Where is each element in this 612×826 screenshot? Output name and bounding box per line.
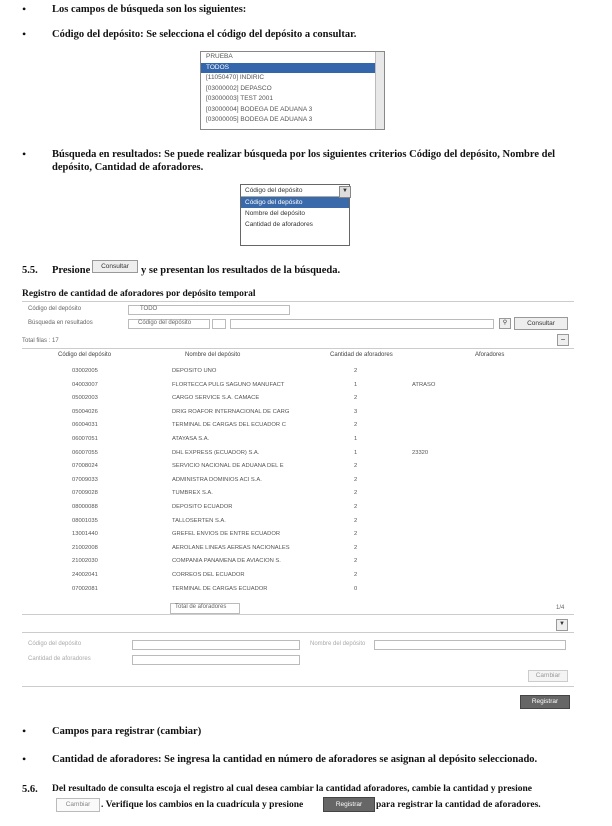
row-cantidad: 3 <box>354 408 358 415</box>
section-56-post: para registrar la cantidad de aforadores. <box>376 800 541 810</box>
reg-label-codigo: Código del depósito <box>28 641 82 647</box>
table-row[interactable] <box>72 529 432 540</box>
row-aforadores: ATRASO <box>412 381 436 388</box>
cambiar-button-inline[interactable]: Cambiar <box>56 798 100 812</box>
section-56-line1: Del resultado de consulta escoja el registro al cual desea cambiar la cantidad aforadores, cambie la cantidad y presione <box>52 784 532 794</box>
row-codigo: 05004026 <box>72 408 98 415</box>
row-codigo: 21002030 <box>72 558 98 565</box>
table-row[interactable] <box>72 502 432 513</box>
busqueda-text-2: depósito, Cantidad de aforadores. <box>52 162 204 173</box>
busqueda-input[interactable] <box>212 319 226 329</box>
row-codigo: 21002008 <box>72 544 98 551</box>
table-row[interactable] <box>72 461 432 472</box>
table-row[interactable] <box>72 380 436 391</box>
row-nombre: COMPAÑIA PANAMEÑA DE AVIACION S. <box>172 558 281 565</box>
row-nombre: DRIG ROAFOR INTERNACIONAL DE CARG <box>172 408 290 415</box>
section-number: 5.5. <box>22 265 38 276</box>
row-cantidad: 2 <box>354 476 358 483</box>
row-nombre: FLORTECCA PULG SAGUNO MANUFACT <box>172 381 285 388</box>
reg-cantidad-input[interactable] <box>132 655 300 665</box>
busqueda-text-input[interactable] <box>230 319 494 329</box>
row-codigo: 07009033 <box>72 476 98 483</box>
consultar-button[interactable]: Consultar <box>514 317 568 330</box>
table-row[interactable] <box>72 420 432 431</box>
table-row[interactable] <box>72 393 432 404</box>
row-cantidad: 2 <box>354 395 358 402</box>
divider <box>22 348 574 349</box>
collapse-icon[interactable]: − <box>557 334 569 346</box>
row-codigo: 07002081 <box>72 585 98 592</box>
row-nombre: ADMINISTRA DOMINIOS ACI S.A. <box>172 476 262 483</box>
cantidad-text: Cantidad de aforadores: Se ingresa la cantidad en número de aforadores se asignan al depósito seleccionado. <box>52 754 538 765</box>
row-cantidad: 2 <box>354 490 358 497</box>
listbox-option[interactable]: [03000004] BODEGA DE ADUANA 3 <box>206 105 313 113</box>
section-55-post: y se presentan los resultados de la búsqueda. <box>141 265 341 276</box>
row-cantidad: 2 <box>354 504 358 510</box>
row-cantidad: 2 <box>354 572 358 578</box>
footer-search: Total de aforadores <box>175 604 227 610</box>
table-row[interactable] <box>72 584 432 595</box>
expand-icon[interactable]: ▼ <box>556 619 568 631</box>
row-cantidad: 1 <box>354 436 358 442</box>
registrar-button[interactable]: Registrar <box>520 695 570 709</box>
row-cantidad: 2 <box>354 558 358 565</box>
row-cantidad: 2 <box>354 422 358 429</box>
reg-label-nombre: Nombre del depósito <box>310 641 366 647</box>
row-nombre: AEROLANE LINEAS AEREAS NACIONALES <box>172 544 290 551</box>
codigo-text: Código del depósito: Se selecciona el código del depósito a consultar. <box>52 29 357 40</box>
section-56-mid: . Verifique los cambios en la cuadrícula y presione <box>101 800 304 810</box>
row-nombre: DHL EXPRESS (ECUADOR) S.A. <box>172 449 260 456</box>
divider <box>22 686 574 687</box>
row-codigo: 08000088 <box>72 504 98 510</box>
total-rows: Total filas : 17 <box>22 338 59 344</box>
campos-text: Campos para registrar (cambiar) <box>52 726 202 737</box>
table-row[interactable] <box>72 434 432 445</box>
registrar-button-inline[interactable]: Registrar <box>323 797 375 812</box>
dropdown-option[interactable]: Cantidad de aforadores <box>245 221 313 228</box>
row-codigo: 06007055 <box>72 449 98 456</box>
col-header-aforadores: Aforadores <box>475 352 505 358</box>
page-indicator: 1/4 <box>556 605 565 611</box>
reg-label-cantidad: Cantidad de aforadores <box>28 656 91 662</box>
section-number: 5.6. <box>22 784 38 795</box>
busqueda-text-1: Búsqueda en resultados: Se puede realizar búsqueda por los siguientes criterios Código del depósito, Nombre del <box>52 149 556 160</box>
table-row[interactable] <box>72 516 432 527</box>
label-codigo: Código del depósito <box>28 306 82 312</box>
section-55-pre: Presione <box>52 265 91 276</box>
row-codigo: 05002003 <box>72 395 98 402</box>
row-nombre: TERMINAL DE CARGAS ECUADOR <box>172 585 268 592</box>
listbox-option[interactable]: PRUEBA <box>206 53 233 60</box>
row-nombre: ATAYASA S.A. <box>172 436 210 442</box>
bullet-marker: • <box>22 724 27 738</box>
row-codigo: 07009028 <box>72 490 98 497</box>
row-aforadores: 23320 <box>412 449 429 456</box>
row-codigo: 03002005 <box>72 368 98 374</box>
row-cantidad: 2 <box>354 531 358 538</box>
row-codigo: 06007051 <box>72 436 98 442</box>
listbox-option[interactable]: [03000005] BODEGA DE ADUANA 3 <box>206 116 313 123</box>
bullet-marker: • <box>22 27 27 41</box>
busqueda-select-value: Código del depósito <box>138 320 192 326</box>
row-cantidad: 2 <box>354 368 358 374</box>
table-row[interactable] <box>72 448 432 459</box>
table-row[interactable] <box>72 475 432 486</box>
table-row[interactable] <box>72 556 432 567</box>
row-nombre: GREFEL ENVIOS DE ENTRE ECUADOR <box>172 531 281 538</box>
row-nombre: TERMINAL DE CARGAS DEL ECUADOR C <box>172 422 286 429</box>
search-icon[interactable]: ⚲ <box>499 318 511 329</box>
dropdown-option-selected[interactable]: Código del depósito <box>241 197 349 208</box>
deposit-code-listbox[interactable] <box>200 51 385 130</box>
bullet-marker: • <box>22 2 27 16</box>
cambiar-button[interactable]: Cambiar <box>528 670 568 682</box>
row-codigo: 13001440 <box>72 531 98 538</box>
row-cantidad: 2 <box>354 463 358 470</box>
codigo-select-value: TODO <box>140 306 158 312</box>
dropdown-option[interactable]: Nombre del depósito <box>245 210 305 217</box>
bullet-marker: • <box>22 147 27 161</box>
reg-nombre-input[interactable] <box>374 640 566 650</box>
listbox-scrollbar[interactable] <box>375 52 384 129</box>
label-busqueda: Búsqueda en resultados <box>28 320 93 326</box>
row-codigo: 24002041 <box>72 572 98 578</box>
divider <box>22 632 574 633</box>
row-nombre: TUMBREX S.A. <box>172 490 213 497</box>
reg-codigo-input[interactable] <box>132 640 300 650</box>
row-codigo: 06004031 <box>72 422 98 429</box>
row-cantidad: 2 <box>354 517 358 524</box>
listbox-option-selected[interactable]: TODOS <box>201 63 384 74</box>
bullet-marker: • <box>22 752 27 766</box>
divider <box>22 614 574 615</box>
row-nombre: CARGO SERVICE S.A. CAMACE <box>172 395 260 402</box>
row-nombre: CORREOS DEL ECUADOR <box>172 572 245 578</box>
listbox-option[interactable]: [03000003] TEST 2001 <box>206 95 273 102</box>
row-cantidad: 0 <box>354 585 358 592</box>
consultar-button-inline[interactable]: Consultar <box>92 260 138 273</box>
col-header-nombre: Nombre del depósito <box>185 352 241 358</box>
listbox-option[interactable]: [11050470] INDIRIC <box>206 74 265 81</box>
panel-title: Registro de cantidad de aforadores por depósito temporal <box>22 289 256 299</box>
table-row[interactable] <box>72 488 432 499</box>
row-nombre: DEPOSITO ECUADOR <box>172 504 233 510</box>
chevron-down-icon[interactable]: ▼ <box>339 186 351 198</box>
table-row[interactable] <box>72 570 432 581</box>
col-header-cantidad: Cantidad de aforadores <box>330 352 393 358</box>
listbox-option[interactable]: [03000002] DEPASCO <box>206 84 272 92</box>
col-header-codigo: Código del depósito <box>58 352 112 358</box>
dropdown-current[interactable]: Código del depósito <box>241 185 349 197</box>
table-row[interactable] <box>72 543 432 554</box>
row-codigo: 08001035 <box>72 517 98 524</box>
divider <box>22 301 574 302</box>
table-row[interactable] <box>72 407 432 418</box>
intro-text: Los campos de búsqueda son los siguientes: <box>52 4 247 15</box>
row-nombre: TALLOSERTEN S.A. <box>172 517 226 524</box>
row-nombre: SERVICIO NACIONAL DE ADUANA DEL E <box>172 463 284 470</box>
row-cantidad: 1 <box>354 381 358 388</box>
table-row[interactable] <box>72 366 432 377</box>
row-cantidad: 2 <box>354 544 358 551</box>
row-nombre: DEPOSITO UNO <box>172 368 217 374</box>
search-criteria-dropdown[interactable] <box>240 184 350 246</box>
row-codigo: 07008024 <box>72 463 98 470</box>
row-codigo: 04003007 <box>72 381 98 388</box>
row-cantidad: 1 <box>354 449 358 456</box>
